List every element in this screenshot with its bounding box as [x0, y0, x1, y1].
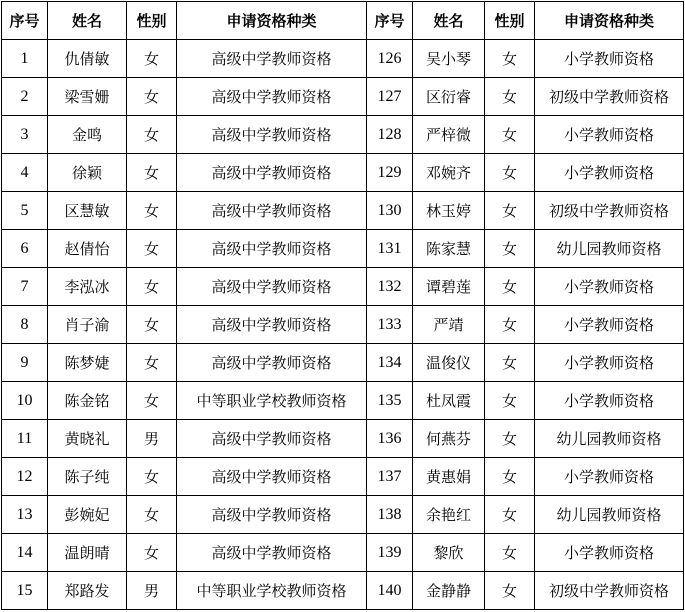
qualification-cell-2: 小学教师资格 — [535, 268, 684, 306]
serial-cell-2: 126 — [367, 40, 413, 78]
gender-cell-2: 女 — [485, 116, 535, 154]
name-cell-2: 陈家慧 — [413, 230, 485, 268]
name-cell-2: 严靖 — [413, 306, 485, 344]
serial-cell: 7 — [2, 268, 48, 306]
qualification-cell: 高级中学教师资格 — [177, 154, 367, 192]
name-cell-2: 区衍睿 — [413, 78, 485, 116]
serial-cell: 13 — [2, 496, 48, 534]
gender-cell: 女 — [127, 192, 177, 230]
gender-cell-2: 女 — [485, 192, 535, 230]
name-cell-2: 黄惠娟 — [413, 458, 485, 496]
serial-cell-2: 129 — [367, 154, 413, 192]
qualification-cell: 高级中学教师资格 — [177, 268, 367, 306]
gender-cell-2: 女 — [485, 344, 535, 382]
table-row — [2, 420, 684, 458]
qualification-cell-2: 小学教师资格 — [535, 306, 684, 344]
gender-cell-2: 女 — [485, 268, 535, 306]
applicant-table — [1, 1, 684, 610]
header-row — [2, 2, 684, 40]
gender-cell-2: 女 — [485, 534, 535, 572]
gender-cell-2: 女 — [485, 78, 535, 116]
gender-cell: 女 — [127, 382, 177, 420]
qualification-cell: 高级中学教师资格 — [177, 458, 367, 496]
table-row — [2, 344, 684, 382]
serial-cell: 2 — [2, 78, 48, 116]
serial-cell-2: 127 — [367, 78, 413, 116]
name-cell: 金鸣 — [48, 116, 127, 154]
qualification-cell-2: 幼儿园教师资格 — [535, 230, 684, 268]
qualification-cell-2: 初级中学教师资格 — [535, 78, 684, 116]
qualification-cell: 高级中学教师资格 — [177, 534, 367, 572]
gender-cell-2: 女 — [485, 306, 535, 344]
name-cell-2: 严梓微 — [413, 116, 485, 154]
gender-cell: 女 — [127, 344, 177, 382]
gender-cell: 女 — [127, 230, 177, 268]
qualification-cell: 高级中学教师资格 — [177, 306, 367, 344]
qualification-cell-2: 初级中学教师资格 — [535, 192, 684, 230]
serial-cell-2: 135 — [367, 382, 413, 420]
name-cell: 温朗晴 — [48, 534, 127, 572]
name-cell: 郑路发 — [48, 572, 127, 610]
qualification-cell: 高级中学教师资格 — [177, 230, 367, 268]
serial-cell-2: 136 — [367, 420, 413, 458]
qualification-cell-2: 幼儿园教师资格 — [535, 496, 684, 534]
name-cell-2: 金静静 — [413, 572, 485, 610]
qualification-cell: 高级中学教师资格 — [177, 420, 367, 458]
serial-cell-2: 137 — [367, 458, 413, 496]
gender-cell-2: 女 — [485, 40, 535, 78]
serial-cell-2: 140 — [367, 572, 413, 610]
serial-cell: 1 — [2, 40, 48, 78]
serial-cell-2: 138 — [367, 496, 413, 534]
name-cell: 李泓冰 — [48, 268, 127, 306]
serial-cell-2: 139 — [367, 534, 413, 572]
serial-cell: 8 — [2, 306, 48, 344]
qualification-cell: 中等职业学校教师资格 — [177, 382, 367, 420]
qualification-cell-2: 小学教师资格 — [535, 534, 684, 572]
qualification-cell: 中等职业学校教师资格 — [177, 572, 367, 610]
qualification-cell: 高级中学教师资格 — [177, 344, 367, 382]
header-name-2: 姓名 — [413, 2, 485, 40]
table-row — [2, 40, 684, 78]
table-row — [2, 382, 684, 420]
header-qualification-2: 申请资格种类 — [535, 2, 684, 40]
qualification-cell: 高级中学教师资格 — [177, 40, 367, 78]
serial-cell-2: 128 — [367, 116, 413, 154]
serial-cell: 15 — [2, 572, 48, 610]
table-row — [2, 572, 684, 610]
gender-cell: 女 — [127, 496, 177, 534]
gender-cell: 女 — [127, 78, 177, 116]
serial-cell-2: 131 — [367, 230, 413, 268]
name-cell: 陈金铭 — [48, 382, 127, 420]
name-cell: 赵倩怡 — [48, 230, 127, 268]
table-row — [2, 458, 684, 496]
serial-cell: 4 — [2, 154, 48, 192]
qualification-cell-2: 小学教师资格 — [535, 458, 684, 496]
serial-cell: 9 — [2, 344, 48, 382]
serial-cell-2: 134 — [367, 344, 413, 382]
gender-cell: 女 — [127, 268, 177, 306]
header-gender-2: 性别 — [485, 2, 535, 40]
name-cell: 陈梦婕 — [48, 344, 127, 382]
name-cell: 仇倩敏 — [48, 40, 127, 78]
name-cell: 肖子渝 — [48, 306, 127, 344]
qualification-cell: 高级中学教师资格 — [177, 192, 367, 230]
table-row — [2, 496, 684, 534]
serial-cell-2: 132 — [367, 268, 413, 306]
gender-cell-2: 女 — [485, 572, 535, 610]
table-body — [2, 40, 684, 610]
serial-cell-2: 130 — [367, 192, 413, 230]
name-cell-2: 邓婉齐 — [413, 154, 485, 192]
name-cell-2: 谭碧莲 — [413, 268, 485, 306]
gender-cell-2: 女 — [485, 382, 535, 420]
qualification-cell: 高级中学教师资格 — [177, 78, 367, 116]
serial-cell: 14 — [2, 534, 48, 572]
name-cell: 徐颖 — [48, 154, 127, 192]
gender-cell: 女 — [127, 458, 177, 496]
qualification-cell-2: 小学教师资格 — [535, 154, 684, 192]
name-cell-2: 吴小琴 — [413, 40, 485, 78]
name-cell: 区慧敏 — [48, 192, 127, 230]
serial-cell-2: 133 — [367, 306, 413, 344]
table-row — [2, 230, 684, 268]
name-cell: 彭婉妃 — [48, 496, 127, 534]
serial-cell: 6 — [2, 230, 48, 268]
name-cell-2: 温俊仪 — [413, 344, 485, 382]
qualification-cell-2: 初级中学教师资格 — [535, 572, 684, 610]
name-cell-2: 黎欣 — [413, 534, 485, 572]
name-cell-2: 林玉婷 — [413, 192, 485, 230]
name-cell-2: 何燕芬 — [413, 420, 485, 458]
serial-cell: 5 — [2, 192, 48, 230]
gender-cell: 女 — [127, 154, 177, 192]
serial-cell: 11 — [2, 420, 48, 458]
table-row — [2, 154, 684, 192]
header-qualification: 申请资格种类 — [177, 2, 367, 40]
table-row — [2, 78, 684, 116]
gender-cell: 男 — [127, 420, 177, 458]
gender-cell: 男 — [127, 572, 177, 610]
gender-cell-2: 女 — [485, 154, 535, 192]
table-row — [2, 116, 684, 154]
gender-cell-2: 女 — [485, 420, 535, 458]
serial-cell: 10 — [2, 382, 48, 420]
table-row — [2, 306, 684, 344]
table-row — [2, 534, 684, 572]
name-cell: 黄晓礼 — [48, 420, 127, 458]
table-row — [2, 268, 684, 306]
gender-cell: 女 — [127, 116, 177, 154]
gender-cell-2: 女 — [485, 230, 535, 268]
table-row — [2, 192, 684, 230]
gender-cell: 女 — [127, 40, 177, 78]
serial-cell: 3 — [2, 116, 48, 154]
name-cell-2: 杜凤霞 — [413, 382, 485, 420]
name-cell: 陈子纯 — [48, 458, 127, 496]
qualification-cell: 高级中学教师资格 — [177, 496, 367, 534]
header-gender: 性别 — [127, 2, 177, 40]
name-cell-2: 余艳红 — [413, 496, 485, 534]
qualification-cell: 高级中学教师资格 — [177, 116, 367, 154]
qualification-cell-2: 小学教师资格 — [535, 382, 684, 420]
qualification-cell-2: 幼儿园教师资格 — [535, 420, 684, 458]
qualification-cell-2: 小学教师资格 — [535, 344, 684, 382]
gender-cell-2: 女 — [485, 496, 535, 534]
gender-cell: 女 — [127, 534, 177, 572]
gender-cell: 女 — [127, 306, 177, 344]
serial-cell: 12 — [2, 458, 48, 496]
header-name: 姓名 — [48, 2, 127, 40]
name-cell: 梁雪姗 — [48, 78, 127, 116]
qualification-cell-2: 小学教师资格 — [535, 40, 684, 78]
header-serial-2: 序号 — [367, 2, 413, 40]
gender-cell-2: 女 — [485, 458, 535, 496]
header-serial: 序号 — [2, 2, 48, 40]
qualification-cell-2: 小学教师资格 — [535, 116, 684, 154]
